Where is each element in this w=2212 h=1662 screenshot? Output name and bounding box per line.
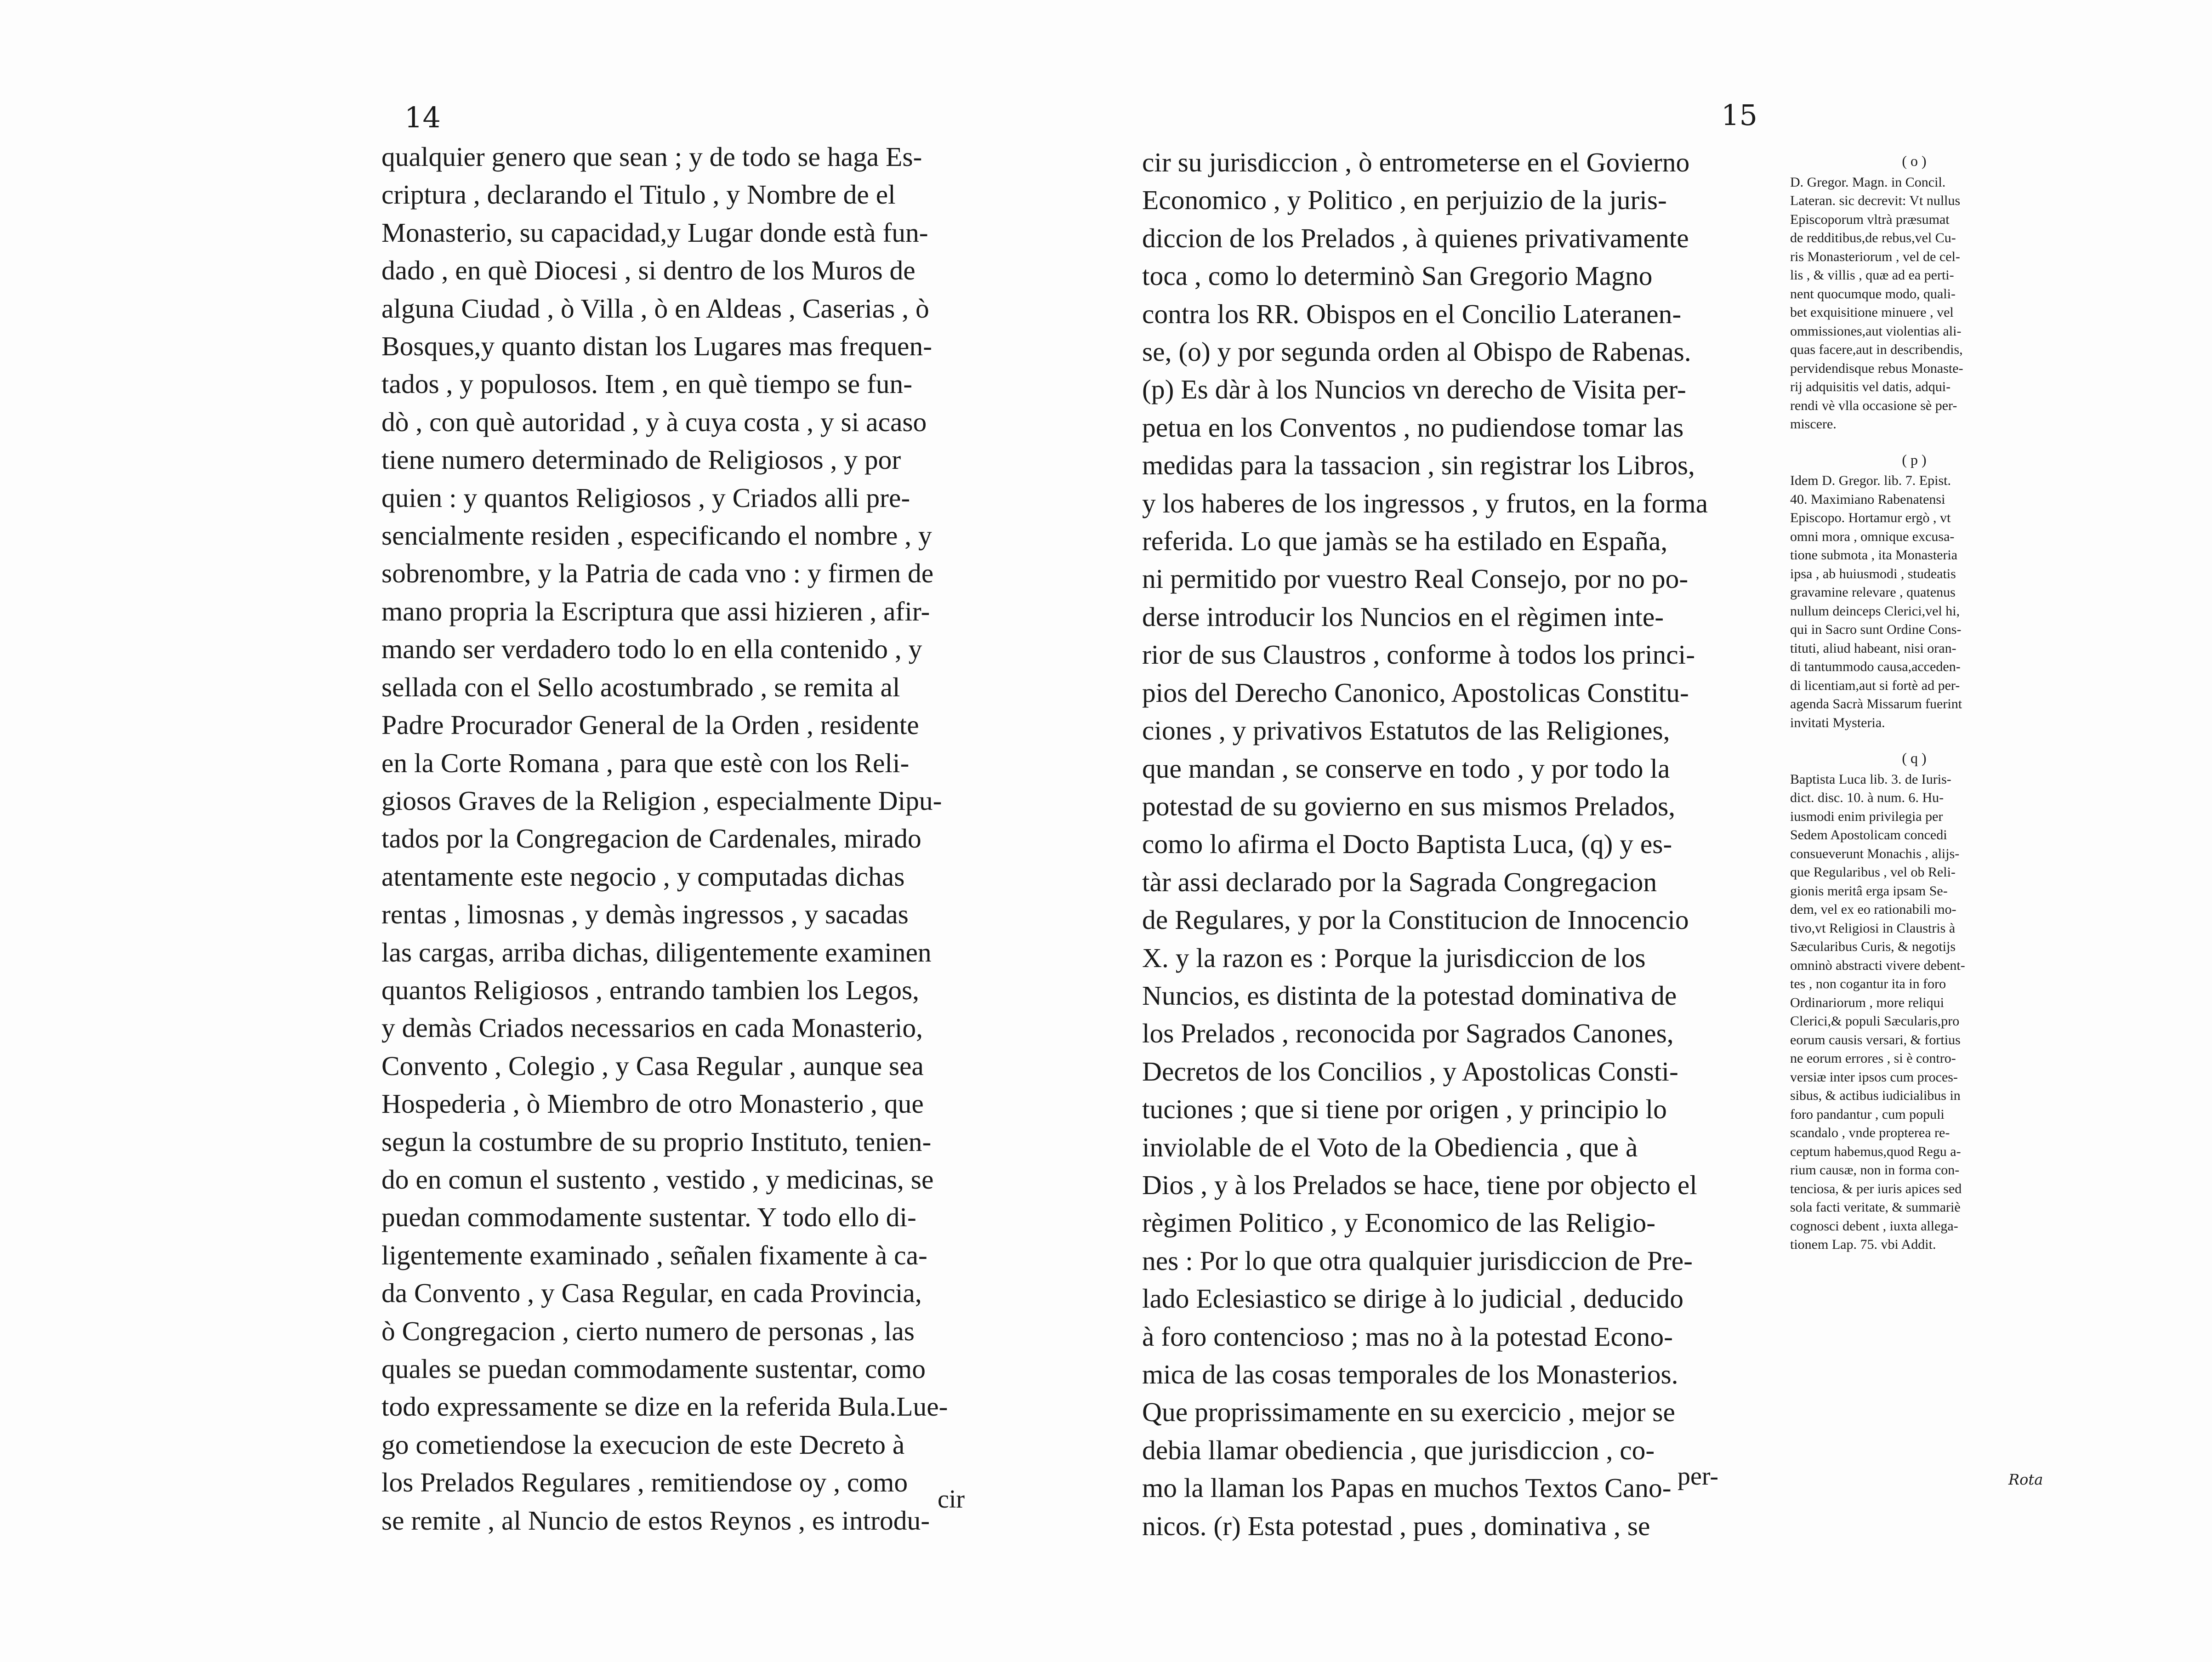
note-line: Lateran. sic decrevit: Vt nullus [1790, 193, 1961, 208]
note-line: D. Gregor. Magn. in Concil. [1790, 174, 1946, 190]
text-line: tados por la Congregacion de Cardenales, mirado [381, 823, 921, 854]
note-line: tituti, aliud habeant, nisi oran- [1790, 640, 1956, 656]
note-line: dem, vel ex eo rationabili mo- [1790, 902, 1956, 917]
text-line: Hospederia , ò Miembro de otro Monasterio , que [381, 1088, 924, 1119]
note-line: gravamine relevare , quatenus [1790, 585, 1956, 600]
text-line: inviolable de el Voto de la Obediencia , que à [1142, 1132, 1638, 1162]
text-line: Dios , y à los Prelados se hace, tiene por objecto el [1142, 1169, 1697, 1200]
text-line: debia llamar obediencia , que jurisdiccion , co- [1142, 1434, 1655, 1465]
note-line: tione submota , ita Monasteria [1790, 547, 1958, 563]
text-line: dado , en què Diocesi , si dentro de los Muros de [381, 255, 916, 286]
text-line: à foro contencioso ; mas no à la potestad Econo- [1142, 1321, 1673, 1352]
text-line: derse introducir los Nuncios en el règimen inte- [1142, 601, 1664, 632]
text-line: mo la llaman los Papas en muchos Textos Cano- [1142, 1473, 1672, 1503]
note-line: foro pandantur , cum populi [1790, 1106, 1945, 1122]
catchword: per- [1677, 1462, 1719, 1491]
text-line: Economico , y Politico , en perjuizio de la juris- [1142, 185, 1667, 216]
text-line: Nuncios, es distinta de la potestad dominativa de [1142, 980, 1677, 1011]
text-line: giosos Graves de la Religion , especialmente Dipu- [381, 785, 942, 816]
text-line: atentamente este negocio , y computadas dichas [381, 861, 905, 892]
note-line: tionem Lap. 75. vbi Addit. [1790, 1237, 1936, 1252]
text-line: sencialmente residen , especificando el nombre , y [381, 520, 932, 551]
text-line: y demàs Criados necessarios en cada Monasterio, [381, 1013, 923, 1043]
note-line: omninò abstracti vivere debent- [1790, 957, 1965, 973]
note-line: agenda Sacrà Missarum fuerint [1790, 696, 1962, 711]
page-number: 14 [404, 101, 441, 134]
text-line: rentas , limosnas , y demàs ingressos , y sacadas [381, 899, 909, 930]
left-page [0, 0, 1080, 1662]
text-line: do en comun el sustento , vestido , y medicinas, se [381, 1164, 934, 1195]
note-line: Episcopo. Hortamur ergò , vt [1790, 510, 1951, 525]
text-line: diccion de los Prelados , à quienes privativamente [1142, 222, 1689, 253]
text-line: que mandan , se conserve en todo , y por todo la [1142, 753, 1670, 784]
note-line: di licentiam,aut si fortè ad per- [1790, 677, 1960, 693]
note-line: sibus, & actibus iudicialibus in [1790, 1088, 1961, 1103]
note-label: ( p ) [1902, 451, 1927, 468]
main-text-block [381, 138, 997, 1539]
text-line: tuciones ; que si tiene por origen , y principio lo [1142, 1094, 1667, 1125]
note-label: ( q ) [1902, 750, 1927, 766]
marginal-note [1790, 152, 2038, 434]
note-line: quas facere,aut in describendis, [1790, 342, 1963, 357]
note-line: Sedem Apostolicam concedi [1790, 827, 1947, 842]
text-line: sellada con el Sello acostumbrado , se remita al [381, 672, 900, 702]
text-line: lado Eclesiastico se dirige à lo judicial , deducido [1142, 1283, 1684, 1314]
text-line: Bosques,y quanto distan los Lugares mas frequen- [381, 331, 933, 362]
catchword: cir [938, 1485, 965, 1514]
note-label: ( o ) [1902, 153, 1927, 169]
text-line: rior de sus Claustros , conforme à todos los princi- [1142, 639, 1695, 670]
text-line: potestad de su govierno en sus mismos Prelados, [1142, 791, 1676, 821]
text-line: se, (o) y por segunda orden al Obispo de Rabenas. [1142, 336, 1691, 367]
marginal-note [1790, 450, 2038, 733]
text-line: pios del Derecho Canonico, Apostolicas Constitu- [1142, 677, 1689, 708]
text-line: ligentemente examinado , señalen fixamente à ca- [381, 1240, 927, 1270]
text-line: Monasterio, su capacidad,y Lugar donde està fun- [381, 217, 928, 248]
text-line: criptura , declarando el Titulo , y Nombre de el [381, 179, 896, 210]
note-line: Sæcularibus Curis, & negotijs [1790, 939, 1956, 954]
note-line: miscere. [1790, 416, 1837, 432]
text-line: petua en los Conventos , no pudiendose tomar las [1142, 412, 1684, 443]
text-line: X. y la razon es : Porque la jurisdiccion de los [1142, 942, 1646, 973]
text-line: quien : y quantos Religiosos , y Criados alli pre- [381, 482, 910, 513]
text-line: referida. Lo que jamàs se ha estilado en España, [1142, 526, 1668, 557]
text-line: tiene numero determinado de Religiosos , y por [381, 444, 901, 475]
text-line: puedan commodamente sustentar. Y todo ello di- [381, 1202, 916, 1233]
text-line: toca , como lo determinò San Gregorio Magno [1142, 261, 1653, 291]
note-line: nullum deinceps Clerici,vel hi, [1790, 603, 1960, 619]
note-line: Clerici,& populi Sæcularis,pro [1790, 1013, 1960, 1029]
text-line: los Prelados Regulares , remitiendose oy , como [381, 1467, 908, 1498]
text-line: todo expressamente se dize en la referida Bula.Lue- [381, 1391, 948, 1422]
text-line: da Convento , y Casa Regular, en cada Provincia, [381, 1278, 922, 1309]
note-line: tenciosa, & per iuris apices sed [1790, 1181, 1962, 1196]
text-line: medidas para la tassacion , sin registrar los Libros, [1142, 450, 1695, 481]
text-line: las cargas, arriba dichas, diligentemente examinen [381, 937, 932, 968]
note-line: de redditibus,de rebus,vel Cu- [1790, 230, 1956, 245]
note-line: Ordinariorum , more reliqui [1790, 995, 1944, 1010]
text-line: los Prelados , reconocida por Sagrados Canones, [1142, 1018, 1674, 1049]
text-line: go cometiendose la execucion de este Decreto à [381, 1429, 905, 1460]
main-text-block [1142, 143, 1730, 1545]
text-line: de Regulares, y por la Constitucion de Innocencio [1142, 905, 1689, 935]
text-line: Padre Procurador General de la Orden , residente [381, 710, 919, 740]
text-line: nicos. (r) Esta potestad , pues , dominativa , se [1142, 1510, 1650, 1541]
note-line: rendi vè vlla occasione sè per- [1790, 398, 1957, 413]
text-line: dò , con què autoridad , y à cuya costa , y si acaso [381, 406, 927, 437]
note-catchword: Rota [2008, 1471, 2043, 1488]
text-line: y los haberes de los ingressos , y frutos, en la forma [1142, 488, 1708, 518]
note-line: ipsa , ab huiusmodi , studeatis [1790, 566, 1956, 581]
note-line: Idem D. Gregor. lib. 7. Epist. [1790, 473, 1951, 488]
text-line: se remite , al Nuncio de estos Reynos , es introdu- [381, 1505, 930, 1536]
note-line: rium causæ, non in forma con- [1790, 1162, 1960, 1178]
note-line: que Regularibus , vel ob Reli- [1790, 865, 1956, 880]
note-line: bet exquisitione minuere , vel [1790, 305, 1954, 320]
text-line: quales se puedan commodamente sustentar, como [381, 1354, 926, 1384]
text-line: mano propria la Escriptura que assi hizieren , afir- [381, 596, 930, 626]
text-line: cir su jurisdiccion , ò entrometerse en el Govierno [1142, 147, 1690, 177]
text-line: en la Corte Romana , para que estè con los Reli- [381, 747, 910, 778]
note-line: sola facti veritate, & summariè [1790, 1200, 1961, 1215]
text-line: ò Congregacion , cierto numero de personas , las [381, 1315, 915, 1346]
note-line: lis , & villis , quæ ad ea perti- [1790, 268, 1954, 283]
note-line: cognosci debent , iuxta allega- [1790, 1218, 1958, 1234]
text-line: tados , y populosos. Item , en què tiempo se fun- [381, 369, 913, 399]
note-line: eorum causis versari, & fortius [1790, 1032, 1961, 1047]
text-line: nes : Por lo que otra qualquier jurisdiccion de Pre- [1142, 1245, 1693, 1276]
note-line: 40. Maximiano Rabenatensi [1790, 491, 1945, 507]
text-line: qualquier genero que sean ; y de todo se haga Es- [381, 142, 922, 172]
marginal-note [1790, 749, 2038, 1254]
text-line: quantos Religiosos , entrando tambien los Legos, [381, 974, 920, 1005]
note-line: ommissiones,aut violentias ali- [1790, 323, 1962, 339]
note-line: nent quocumque modo, quali- [1790, 286, 1956, 302]
text-line: (p) Es dàr à los Nuncios vn derecho de Visita per- [1142, 374, 1686, 405]
text-line: alguna Ciudad , ò Villa , ò en Aldeas , Caserias , ò [381, 293, 929, 324]
note-line: versiæ inter ipsos cum proces- [1790, 1069, 1958, 1085]
note-line: iusmodi enim privilegia per [1790, 808, 1943, 824]
note-line: scandalo , vnde propterea re- [1790, 1125, 1950, 1140]
text-line: como lo afirma el Docto Baptista Luca, (q) y es- [1142, 829, 1672, 859]
text-line: sobrenombre, y la Patria de cada vno : y firmen de [381, 558, 934, 589]
note-line: qui in Sacro sunt Ordine Cons- [1790, 622, 1962, 637]
text-line: mica de las cosas temporales de los Monasterios. [1142, 1359, 1678, 1389]
note-line: tes , non cogantur ita in foro [1790, 976, 1946, 991]
text-line: segun la costumbre de su proprio Instituto, tenien- [381, 1126, 932, 1157]
note-line: ris Monasteriorum , vel de cel- [1790, 249, 1960, 264]
text-line: tàr assi declarado por la Sagrada Congregacion [1142, 866, 1657, 897]
text-line: Decretos de los Concilios , y Apostolicas Consti- [1142, 1056, 1678, 1087]
text-line: mando ser verdadero todo lo en ella contenido , y [381, 634, 922, 665]
page-number: 15 [1721, 98, 1757, 132]
note-line: Baptista Luca lib. 3. de Iuris- [1790, 771, 1951, 787]
text-line: ciones , y privativos Estatutos de las Religiones, [1142, 715, 1670, 746]
note-line: pervidendisque rebus Monaste- [1790, 360, 1963, 376]
note-line: omni mora , omnique excusa- [1790, 529, 1955, 544]
note-line: invitati Mysteria. [1790, 715, 1885, 730]
text-line: Que proprissimamente en su exercicio , mejor se [1142, 1397, 1675, 1428]
note-line: di tantummodo causa,acceden- [1790, 659, 1961, 674]
note-line: gionis meritâ erga ipsam Se- [1790, 883, 1948, 899]
text-line: contra los RR. Obispos en el Concilio Lateranen- [1142, 298, 1682, 329]
note-line: rij adquisitis vel datis, adqui- [1790, 379, 1951, 394]
note-line: ceptum habemus,quod Regu a- [1790, 1144, 1961, 1159]
note-line: dict. disc. 10. à num. 6. Hu- [1790, 790, 1944, 805]
text-line: ni permitido por vuestro Real Consejo, por no po- [1142, 563, 1689, 594]
right-page [1080, 0, 2212, 1662]
note-line: Episcoporum vltrà præsumat [1790, 211, 1950, 227]
text-line: règimen Politico , y Economico de las Religio- [1142, 1207, 1656, 1238]
note-line: consueverunt Monachis , alijs- [1790, 846, 1960, 861]
note-line: ne eorum errores , si è contro- [1790, 1051, 1956, 1066]
note-line: tivo,vt Religiosi in Claustris à [1790, 920, 1956, 936]
text-line: Convento , Colegio , y Casa Regular , aunque sea [381, 1050, 924, 1081]
marginal-notes [1790, 152, 2038, 1271]
